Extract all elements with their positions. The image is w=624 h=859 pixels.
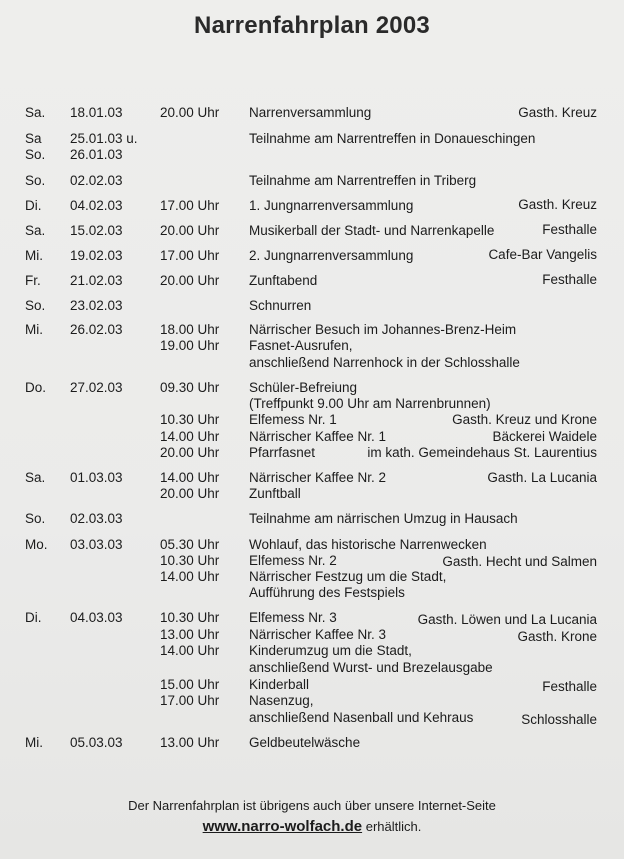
row-date: 04.02.03 [70,198,123,213]
row-date: 05.03.03 [70,735,123,750]
row-location: Schlosshalle [521,712,597,727]
row-time: 13.00 Uhr [160,627,220,642]
row-day: Di. [25,610,42,625]
row-date: 26.02.03 [70,322,123,337]
row-day: Mi. [25,735,43,750]
row-desc: anschließend Nasenball und Kehraus [249,710,474,725]
footer-note: Der Narrenfahrplan ist übrigens auch über unsere Internet-Seite [128,798,496,813]
row-time: 10.30 Uhr [160,610,220,625]
row-date: 25.01.03 u. [70,131,138,146]
row-desc: anschließend Wurst- und Brezelausgabe [249,660,493,675]
row-location: Gasth. Löwen und La Lucania [417,612,597,627]
row-time: 05.30 Uhr [160,537,220,552]
row-time: 17.00 Uhr [160,198,220,213]
row-time: 20.00 Uhr [160,273,220,288]
row-location: Gasth. La Lucania [487,470,597,485]
row-date: 01.03.03 [70,470,123,485]
row-date: 02.03.03 [70,511,123,526]
row-desc: Teilnahme am närrischen Umzug in Hausach [249,511,518,526]
row-date: 19.02.03 [70,248,123,263]
row-desc: Teilnahme am Narrentreffen in Triberg [249,173,477,188]
row-day: So. [25,173,46,188]
row-desc: Geldbeutelwäsche [249,735,361,750]
row-desc: Zunftball [249,486,301,501]
row-time: 17.00 Uhr [160,248,220,263]
row-date: 27.02.03 [70,380,123,395]
row-location: Gasth. Krone [517,629,597,644]
row-desc: Pfarrfasnet [249,445,316,460]
row-desc: Elfemess Nr. 1 [249,412,337,427]
row-time: 14.00 Uhr [160,643,220,658]
row-desc: Wohlauf, das historische Narrenwecken [249,537,487,552]
row-date: 21.02.03 [70,273,123,288]
footer-link-line [0,818,624,835]
row-desc: Kinderumzug um die Stadt, [249,643,412,658]
row-time: 18.00 Uhr [160,322,220,337]
row-date: 15.02.03 [70,223,123,238]
row-date: 02.02.03 [70,173,123,188]
row-day: So. [25,511,46,526]
row-day: Sa. [25,223,46,238]
row-location: Gasth. Kreuz und Krone [452,412,597,427]
row-time: 20.00 Uhr [160,105,220,120]
row-time: 20.00 Uhr [160,445,220,460]
row-desc: Narrenversammlung [249,105,372,120]
row-time: 14.00 Uhr [160,429,220,444]
row-desc: Zunftabend [249,273,318,288]
website-link[interactable]: www.narro-wolfach.de [202,818,363,835]
row-day: So. [25,147,46,162]
row-time: 10.30 Uhr [160,412,220,427]
row-desc: 2. Jungnarrenversammlung [249,248,414,263]
row-location: Gasth. Hecht und Salmen [442,554,597,569]
row-day: Sa. [25,470,46,485]
row-desc: Elfemess Nr. 3 [249,610,337,625]
row-date: 18.01.03 [70,105,123,120]
row-time: 13.00 Uhr [160,735,220,750]
row-desc: 1. Jungnarrenversammlung [249,198,414,213]
row-date: 23.02.03 [70,298,123,313]
row-desc: Närrischer Besuch im Johannes-Brenz-Heim [249,322,517,337]
row-desc: (Treffpunkt 9.00 Uhr am Narrenbrunnen) [249,396,491,411]
row-day: Do. [25,380,47,395]
row-day: Fr. [25,273,41,288]
row-desc: Närrischer Kaffee Nr. 1 [249,429,387,444]
row-location: Gasth. Kreuz [518,105,597,120]
footer-suffix: erhältlich. [365,819,422,834]
row-desc: Teilnahme am Narrentreffen in Donaueschingen [249,131,536,146]
page-title: Narrenfahrplan 2003 [194,12,430,39]
row-time: 20.00 Uhr [160,486,220,501]
row-time: 20.00 Uhr [160,223,220,238]
row-day: Sa. [25,105,46,120]
row-location: Cafe-Bar Vangelis [488,247,597,262]
row-location: Bäckerei Waidele [492,429,597,444]
row-date: 26.01.03 [70,147,123,162]
row-desc: Kinderball [249,677,310,692]
row-desc: Fasnet-Ausrufen, [249,338,353,353]
row-day: Mo. [25,537,48,552]
row-day: So. [25,298,46,313]
row-desc: Schüler-Befreiung [249,380,358,395]
row-time: 17.00 Uhr [160,693,220,708]
row-day: Mi. [25,322,43,337]
row-desc: Musikerball der Stadt- und Narrenkapelle [249,223,495,238]
row-location: Gasth. Kreuz [518,197,597,212]
row-desc: Närrischer Kaffee Nr. 3 [249,627,387,642]
row-location: Festhalle [542,222,597,237]
row-desc: Nasenzug, [249,693,314,708]
row-time: 10.30 Uhr [160,553,220,568]
row-day: Sa [25,131,42,146]
row-date: 03.03.03 [70,537,123,552]
row-desc: Schnurren [249,298,312,313]
row-day: Di. [25,198,42,213]
row-day: Mi. [25,248,43,263]
row-date: 04.03.03 [70,610,123,625]
row-location: Festhalle [542,679,597,694]
row-location: im kath. Gemeindehaus St. Laurentius [367,445,597,460]
row-time: 14.00 Uhr [160,470,220,485]
row-desc: Närrischer Festzug um die Stadt, [249,569,447,584]
row-desc: Aufführung des Festspiels [249,585,405,600]
row-desc: Närrischer Kaffee Nr. 2 [249,470,387,485]
row-time: 09.30 Uhr [160,380,220,395]
row-location: Festhalle [542,272,597,287]
row-time: 15.00 Uhr [160,677,220,692]
row-time: 19.00 Uhr [160,338,220,353]
row-desc: Elfemess Nr. 2 [249,553,337,568]
row-desc: anschließend Narrenhock in der Schlosshalle [249,355,520,370]
row-time: 14.00 Uhr [160,569,220,584]
